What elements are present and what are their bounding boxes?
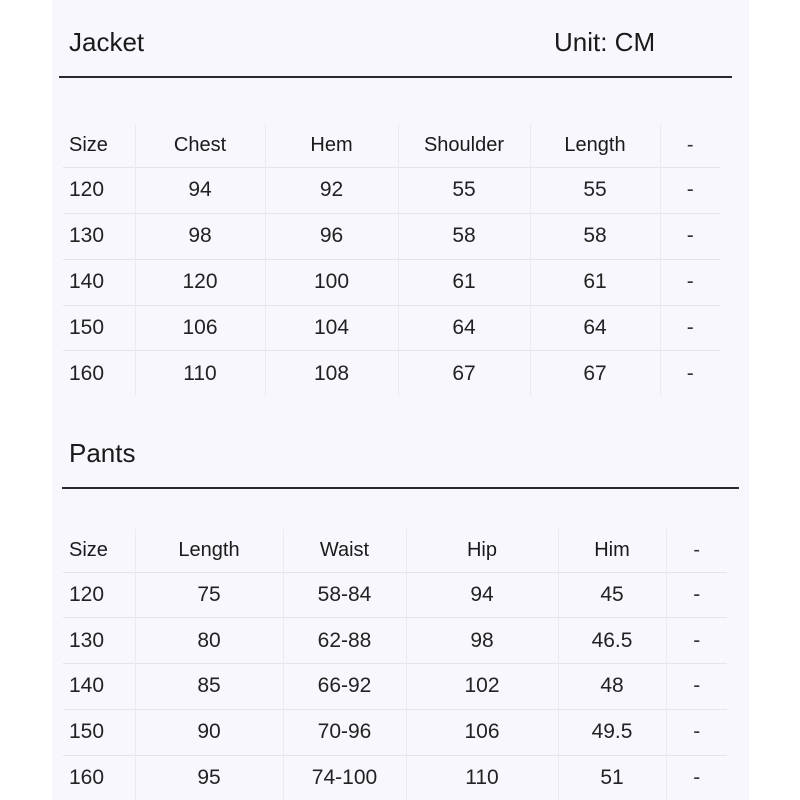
pants-cell-size: 160 xyxy=(63,755,135,800)
pants-cell-waist: 74-100 xyxy=(283,755,406,800)
pants-header-length: Length xyxy=(135,529,283,572)
pants-header-size: Size xyxy=(69,538,108,561)
jacket-cell-shoulder: 55 xyxy=(398,167,530,213)
pants-header-extra: - xyxy=(666,529,727,572)
jacket-size-table xyxy=(63,124,720,396)
jacket-cell-size: 130 xyxy=(63,213,135,259)
jacket-header-chest: Chest xyxy=(135,124,265,167)
pants-cell-him: 46.5 xyxy=(558,618,666,664)
jacket-cell-length: 61 xyxy=(530,259,660,305)
pants-cell-length: 90 xyxy=(135,709,283,755)
jacket-table-row xyxy=(63,305,720,351)
jacket-cell-chest: 120 xyxy=(135,259,265,305)
jacket-cell-shoulder: 61 xyxy=(398,259,530,305)
jacket-cell-size: 140 xyxy=(63,259,135,305)
pants-header-hip: Hip xyxy=(406,529,558,572)
pants-cell-length: 95 xyxy=(135,755,283,800)
pants-cell-waist: 62-88 xyxy=(283,618,406,664)
jacket-divider xyxy=(59,76,732,78)
jacket-table-row xyxy=(63,167,720,213)
jacket-table-row xyxy=(63,351,720,396)
jacket-title: Jacket xyxy=(69,27,145,57)
pants-title: Pants xyxy=(69,438,136,468)
jacket-cell-size: 120 xyxy=(63,167,135,213)
jacket-cell-hem: 100 xyxy=(265,259,398,305)
jacket-cell-length: 64 xyxy=(530,305,660,351)
pants-cell-size: 150 xyxy=(63,709,135,755)
pants-header-row xyxy=(63,529,727,572)
pants-cell-waist: 58-84 xyxy=(283,572,406,618)
jacket-cell-shoulder: 67 xyxy=(398,351,530,396)
pants-cell-length: 85 xyxy=(135,664,283,710)
jacket-cell-shoulder: 58 xyxy=(398,213,530,259)
jacket-cell-extra: - xyxy=(660,167,720,213)
jacket-header-hem: Hem xyxy=(265,124,398,167)
pants-table-row xyxy=(63,572,727,618)
jacket-cell-length: 67 xyxy=(530,351,660,396)
pants-cell-extra: - xyxy=(666,664,727,710)
jacket-cell-hem: 108 xyxy=(265,351,398,396)
pants-table-row xyxy=(63,709,727,755)
pants-cell-him: 48 xyxy=(558,664,666,710)
pants-cell-hip: 110 xyxy=(406,755,558,800)
pants-cell-him: 51 xyxy=(558,755,666,800)
jacket-cell-chest: 94 xyxy=(135,167,265,213)
pants-cell-hip: 102 xyxy=(406,664,558,710)
pants-cell-extra: - xyxy=(666,618,727,664)
jacket-header-length: Length xyxy=(530,124,660,167)
jacket-cell-chest: 110 xyxy=(135,351,265,396)
pants-cell-extra: - xyxy=(666,709,727,755)
pants-size-table xyxy=(63,529,727,800)
jacket-header-row xyxy=(63,124,720,167)
jacket-cell-chest: 106 xyxy=(135,305,265,351)
pants-table-row xyxy=(63,755,727,800)
pants-cell-waist: 66-92 xyxy=(283,664,406,710)
pants-cell-length: 75 xyxy=(135,572,283,618)
jacket-header-extra: - xyxy=(660,124,720,167)
jacket-table-row xyxy=(63,259,720,305)
jacket-cell-hem: 96 xyxy=(265,213,398,259)
pants-header-waist: Waist xyxy=(283,529,406,572)
pants-cell-length: 80 xyxy=(135,618,283,664)
pants-cell-waist: 70-96 xyxy=(283,709,406,755)
jacket-cell-size: 160 xyxy=(63,351,135,396)
jacket-cell-extra: - xyxy=(660,351,720,396)
pants-cell-hip: 106 xyxy=(406,709,558,755)
pants-cell-hip: 98 xyxy=(406,618,558,664)
jacket-cell-hem: 92 xyxy=(265,167,398,213)
jacket-cell-shoulder: 64 xyxy=(398,305,530,351)
jacket-cell-length: 58 xyxy=(530,213,660,259)
jacket-table-row xyxy=(63,213,720,259)
pants-cell-hip: 94 xyxy=(406,572,558,618)
pants-table-row xyxy=(63,664,727,710)
pants-cell-size: 120 xyxy=(63,572,135,618)
jacket-header-shoulder: Shoulder xyxy=(398,124,530,167)
jacket-cell-extra: - xyxy=(660,213,720,259)
pants-cell-him: 49.5 xyxy=(558,709,666,755)
jacket-cell-length: 55 xyxy=(530,167,660,213)
pants-cell-size: 140 xyxy=(63,664,135,710)
jacket-cell-size: 150 xyxy=(63,305,135,351)
jacket-cell-extra: - xyxy=(660,259,720,305)
pants-cell-him: 45 xyxy=(558,572,666,618)
jacket-header-size: Size xyxy=(69,133,108,156)
pants-divider xyxy=(62,487,739,489)
unit-label: Unit: CM xyxy=(554,27,656,57)
pants-header-him: Him xyxy=(558,529,666,572)
jacket-cell-extra: - xyxy=(660,305,720,351)
jacket-cell-hem: 104 xyxy=(265,305,398,351)
pants-cell-size: 130 xyxy=(63,618,135,664)
jacket-cell-chest: 98 xyxy=(135,213,265,259)
pants-cell-extra: - xyxy=(666,572,727,618)
pants-cell-extra: - xyxy=(666,755,727,800)
pants-table-row xyxy=(63,618,727,664)
